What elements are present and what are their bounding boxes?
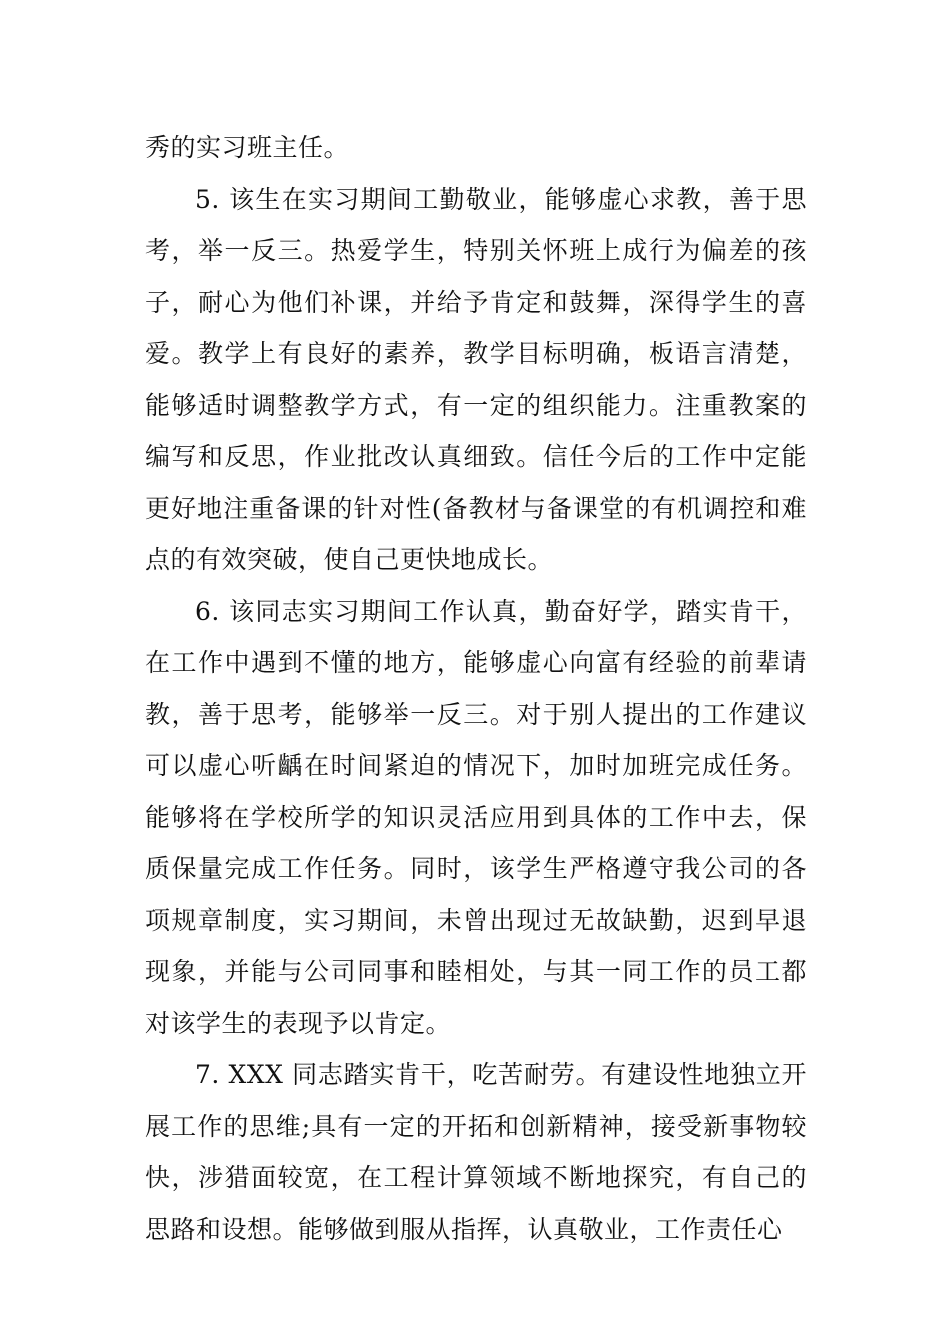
paragraph-7: 7. XXX 同志踏实肯干，吃苦耐劳。有建设性地独立开展工作的思维;具有一定的开拓和创新精神，接受新事物较快，涉猎面较宽，在工程计算领域不断地探究，有自己的思路和设想。能够做到服从指挥，认真敬业，工作责任心 xyxy=(145,1060,807,1244)
document-body xyxy=(145,122,807,1255)
paragraph-6: 6. 该同志实习期间工作认真，勤奋好学，踏实肯干，在工作中遇到不懂的地方，能够虚心向富有经验的前辈请教，善于思考，能够举一反三。对于别人提出的工作建议可以虚心听齲在时间紧迫的情况下，加时加班完成任务。能够将在学校所学的知识灵活应用到具体的工作中去，保质保量完成工作任务。同时，该学生严格遵守我公司的各项规章制度，实习期间，未曾出现过无故缺勤，迟到早退现象，并能与公司同事和睦相处，与其一同工作的员工都对该学生的表现予以肯定。 xyxy=(145,596,807,1038)
paragraph-5: 5. 该生在实习期间工勤敬业，能够虚心求教，善于思考，举一反三。热爱学生，特别关怀班上成行为偏差的孩子，耐心为他们补课，并给予肯定和鼓舞，深得学生的喜爱。教学上有良好的素养，教学目标明确，板语言清楚，能够适时调整教学方式，有一定的组织能力。注重教案的编写和反思，作业批改认真细致。信任今后的工作中定能更好地注重备课的针对性(备教材与备课堂的有机调控和难点的有效突破，使自己更快地成长。 xyxy=(145,184,807,574)
paragraph-continued: 秀的实习班主任。 xyxy=(145,133,350,162)
